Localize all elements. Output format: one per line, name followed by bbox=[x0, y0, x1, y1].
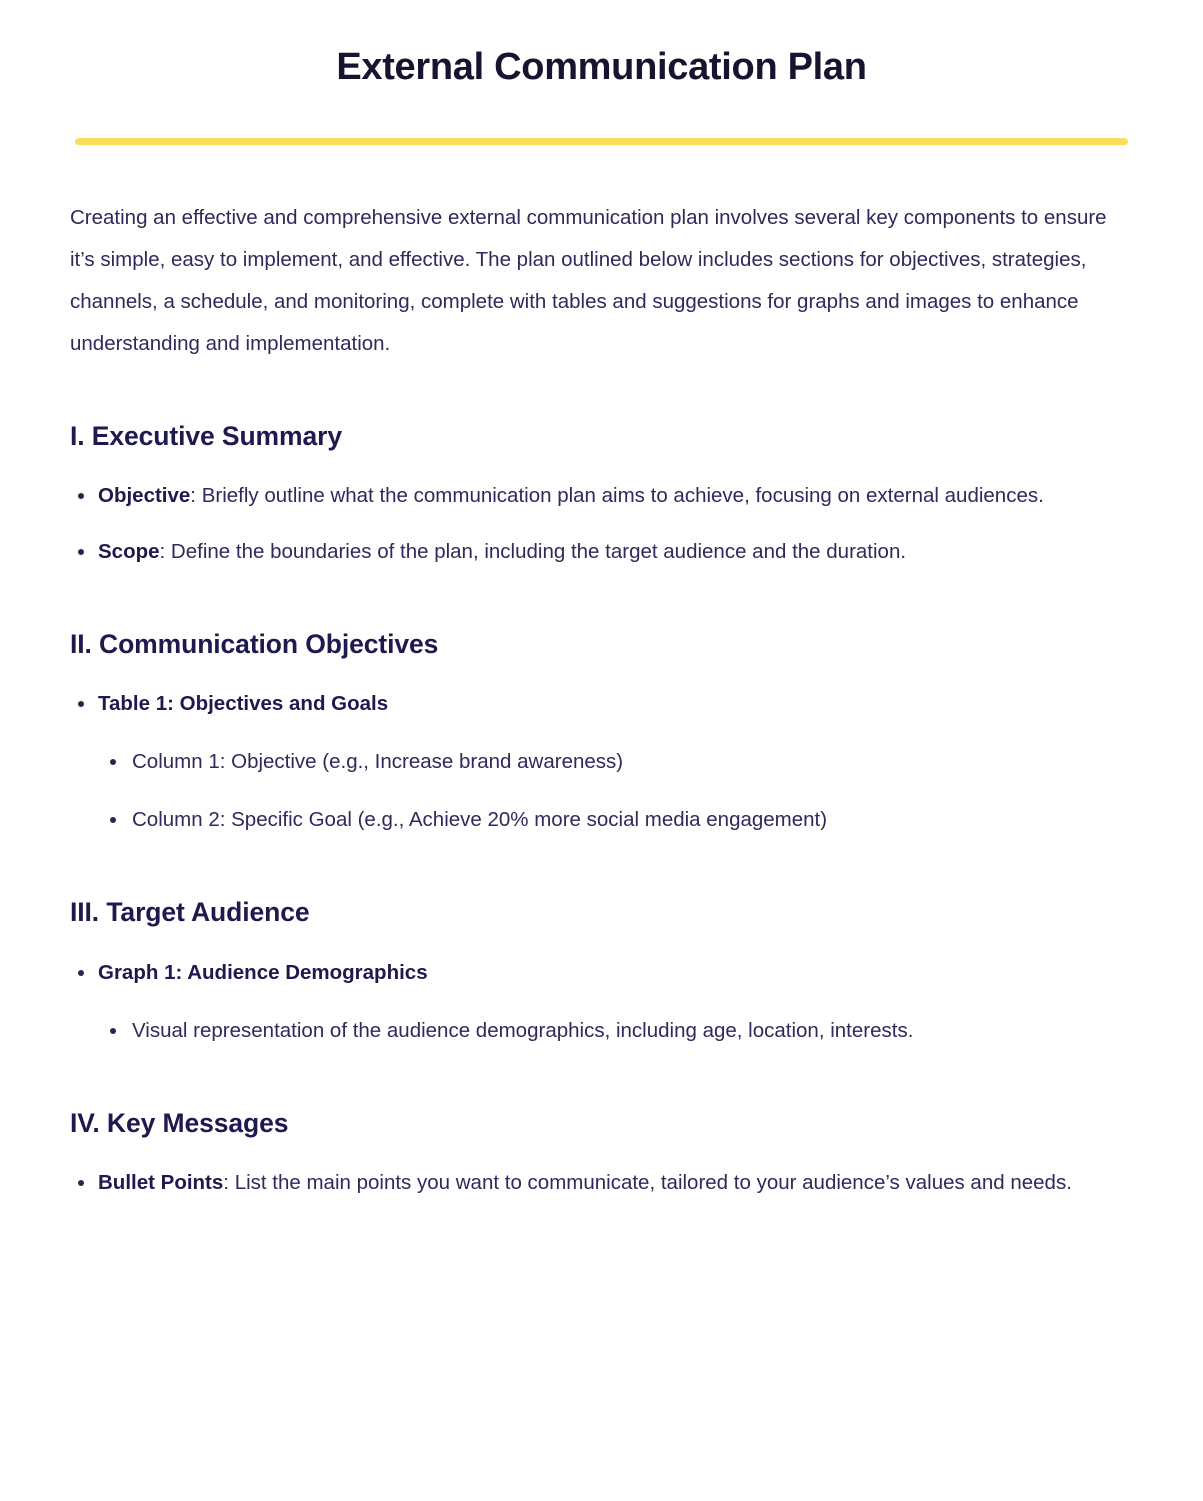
accent-divider bbox=[75, 138, 1128, 145]
section-heading-1: I. Executive Summary bbox=[70, 420, 342, 451]
section-heading-3: III. Target Audience bbox=[70, 897, 310, 928]
bullet-list-1 bbox=[70, 475, 1128, 573]
sub-bullet-list-2 bbox=[98, 741, 1128, 841]
list-item-text: : List the main points you want to communicate, tailored to your audience’s values and needs. bbox=[223, 1171, 1072, 1195]
list-item bbox=[70, 1162, 1128, 1204]
section-heading-2: II. Communication Objectives bbox=[70, 628, 439, 659]
list-item-lead: Scope bbox=[98, 539, 160, 563]
section-heading-4: IV. Key Messages bbox=[70, 1107, 289, 1138]
list-item bbox=[98, 741, 1128, 783]
list-item-lead: Objective bbox=[98, 483, 191, 507]
list-item-lead: Graph 1: Audience Demographics bbox=[98, 960, 428, 984]
list-item bbox=[98, 1010, 1128, 1052]
section-key-messages bbox=[70, 1106, 1128, 1204]
intro-paragraph: Creating an effective and comprehensive external communication plan involves several key components to ensure it’s simple, easy to implement, and effective. The plan outlined below includes sections for objectives, strategies, channels, a schedule, and monitoring, complete with tables and suggestions for graphs and images to enhance understanding and implementation. bbox=[70, 205, 1107, 355]
bullet-list-2 bbox=[70, 683, 1128, 841]
sub-list-item-text: Visual representation of the audience demographics, including age, location, interests. bbox=[132, 1018, 914, 1042]
section-target-audience bbox=[70, 895, 1128, 1051]
list-item bbox=[98, 799, 1128, 841]
sub-list-item-text: Column 2: Specific Goal (e.g., Achieve 20% more social media engagement) bbox=[132, 808, 828, 832]
list-item-lead: Bullet Points bbox=[98, 1171, 224, 1195]
list-item-text: : Define the boundaries of the plan, including the target audience and the duration. bbox=[159, 539, 907, 563]
bullet-list-4 bbox=[70, 1162, 1128, 1204]
sub-list-item-text: Column 1: Objective (e.g., Increase brand awareness) bbox=[132, 750, 624, 774]
section-communication-objectives bbox=[70, 627, 1128, 841]
list-item bbox=[70, 531, 1128, 573]
page-title: External Communication Plan bbox=[336, 46, 867, 88]
sub-bullet-list-3 bbox=[98, 1010, 1128, 1052]
list-item-lead: Table 1: Objectives and Goals bbox=[98, 692, 389, 716]
list-item-text: : Briefly outline what the communication plan aims to achieve, focusing on external audiences. bbox=[190, 483, 1044, 507]
bullet-list-3 bbox=[70, 952, 1128, 1052]
list-item bbox=[70, 952, 1128, 1052]
document-body bbox=[0, 197, 1203, 1205]
title-divider-wrapper bbox=[0, 92, 1203, 145]
section-executive-summary bbox=[70, 419, 1128, 573]
list-item bbox=[70, 475, 1128, 517]
list-item bbox=[70, 683, 1128, 841]
